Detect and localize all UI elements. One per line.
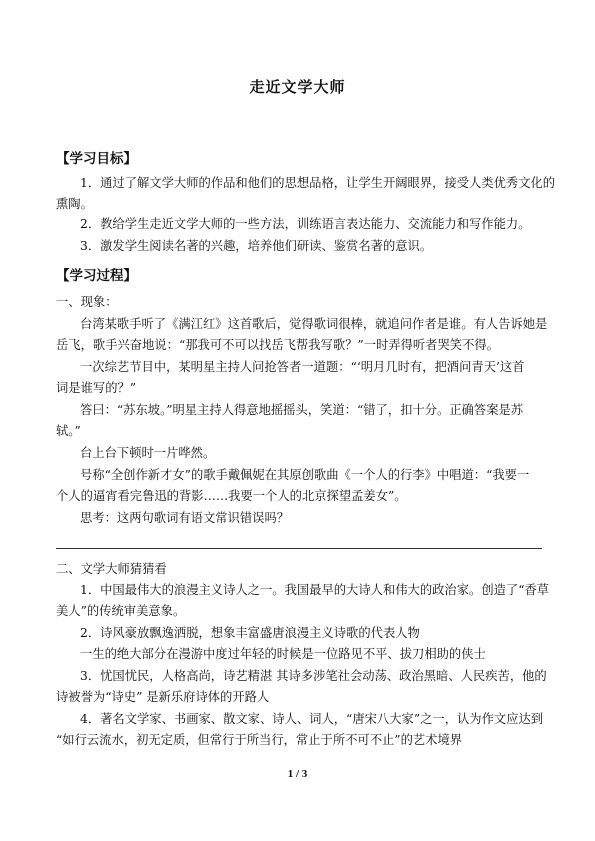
section2-line: “如行云流水，初无定质，但常行于所当行，常止于所不可不止”的艺术境界 <box>56 733 463 747</box>
section1-line: 个人的逼宵看完鲁迅的背影……我要一个人的北京探望孟姜女”。 <box>56 489 407 503</box>
section1-line: 台湾某歌手听了《满江红》这首歌后，觉得歌词很棒，就追问作者是谁。有人告诉她是 <box>80 317 548 331</box>
process-heading: 【学习过程】 <box>56 268 137 284</box>
section1-line: 岳飞，歌手兴奋地说：“那我可不可以找岳飞帮我写歌？”一时弄得听者哭笑不得。 <box>56 338 499 352</box>
section2-title: 二、文学大师猜猜看 <box>56 562 167 576</box>
section1-line: 一次综艺节目中，某明星主持人问抢答者一道题：“‘明月几时有，把酒问青天’这首 <box>80 360 525 374</box>
section1-question: 思考：这两句歌词有语文常识错误吗？ <box>80 511 290 525</box>
section2-line: 4．著名文学家、书画家、散文家、诗人、词人，“唐宋八大家”之一，认为作文应达到 <box>80 712 544 726</box>
section2-line: 诗被誉为“诗史” 是新乐府诗体的开路人 <box>56 690 270 704</box>
section1-line: 答曰：“苏东坡。”明星主持人得意地摇摇头，笑道：“错了，扣十分。正确答案是苏 <box>80 403 524 417</box>
goal-line-1-cont: 熏陶。 <box>56 197 93 211</box>
page-number: 1 / 3 <box>287 768 308 780</box>
goals-heading: 【学习目标】 <box>56 151 137 167</box>
goal-line-3: 3．激发学生阅读名著的兴趣，培养他们研读、鉴赏名著的意识。 <box>80 239 433 253</box>
goal-line-1: 1．通过了解文学大师的作品和他们的思想品格，让学生开阔眼界，接受人类优秀文化的 <box>80 176 556 190</box>
section1-line: 轼。” <box>56 424 81 438</box>
goal-line-2: 2．教给学生走近文学大师的一些方法，训练语言表达能力、交流能力和写作能力。 <box>80 217 531 231</box>
section1-line: 号称“全创作新才女”的歌手戴佩妮在其原创歌曲《一个人的行李》中唱道：“我要一 <box>80 468 530 482</box>
section2-line: 3．忧国忧民，人格高尚，诗艺精湛 其诗多涉笔社会动荡、政治黑暗、人民疾苦，他的 <box>80 669 547 683</box>
section2-line: 美人”的传统审美意象。 <box>56 604 186 618</box>
section1-title: 一、现象： <box>56 295 118 309</box>
section-divider <box>56 548 542 549</box>
section2-line: 1．中国最伟大的浪漫主义诗人之一。我国最早的大诗人和伟大的政治家。创造了“香草 <box>80 583 550 597</box>
page-title: 走近文学大师 <box>249 78 346 96</box>
section1-line: 词是谁写的？” <box>56 381 137 395</box>
section1-line: 台上台下顿时一片哗然。 <box>80 446 216 460</box>
section2-line: 2．诗风豪放飘逸洒脱，想象丰富盛唐浪漫主义诗歌的代表人物 <box>80 626 420 640</box>
section2-line: 一生的绝大部分在漫游中度过年轻的时候是一位路见不平、拔刀相助的侠士 <box>80 647 486 661</box>
